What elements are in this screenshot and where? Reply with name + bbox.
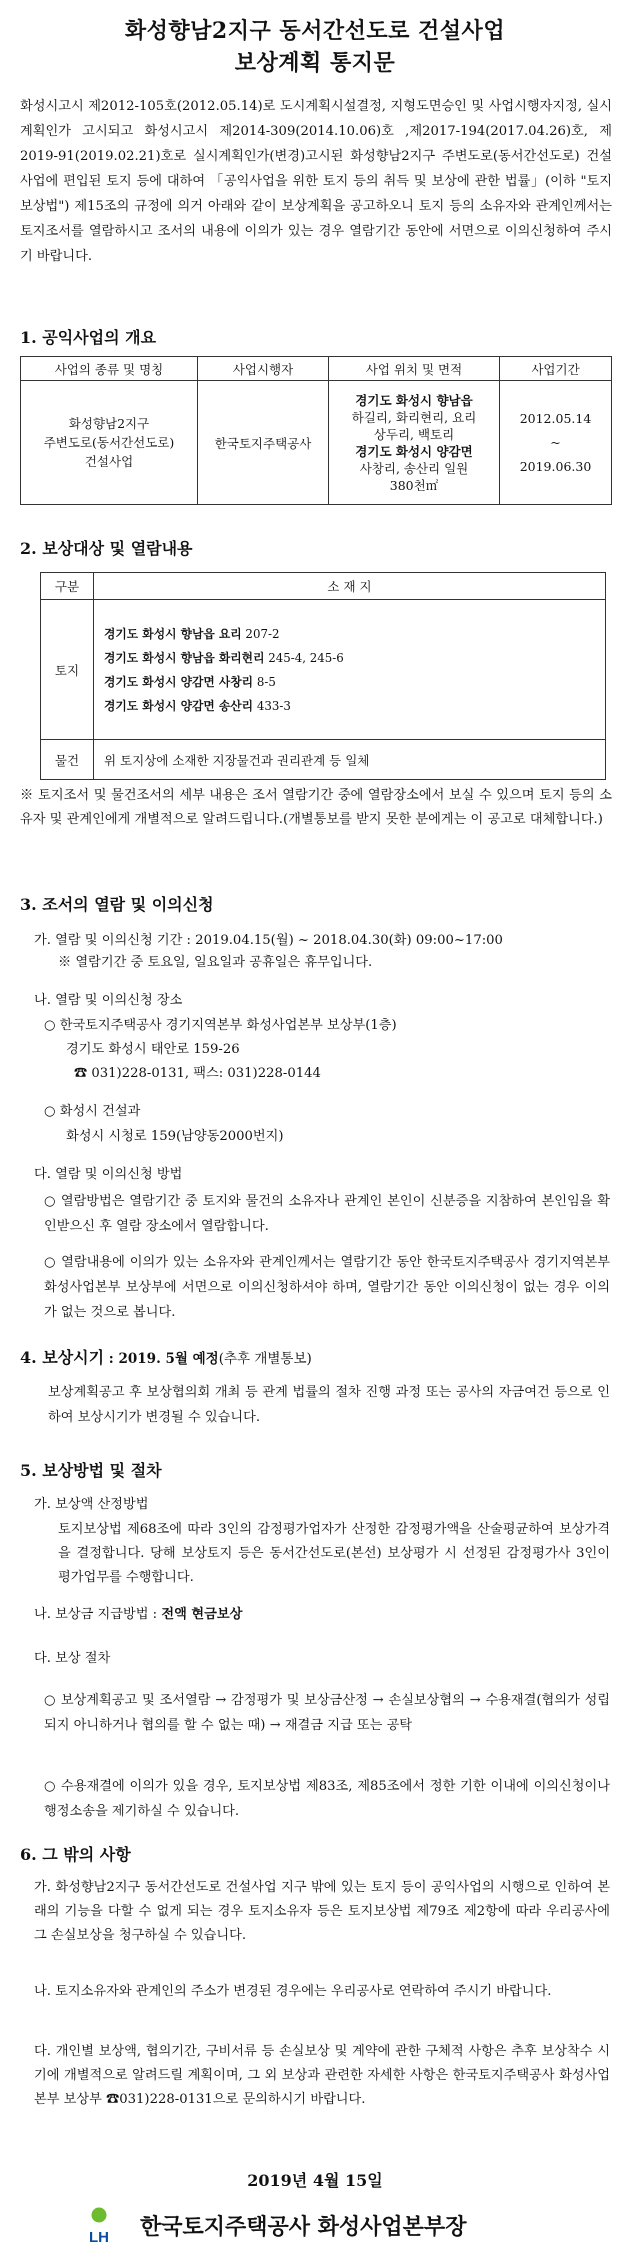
cell-location <box>329 381 500 505</box>
section-2-heading: 2. 보상대상 및 열람내용 <box>20 539 193 558</box>
header-period: 사업기간 <box>500 357 612 381</box>
location-1-detail: 상두리, 백토리 <box>373 426 455 442</box>
section-5-heading: 5. 보상방법 및 절차 <box>20 1461 162 1480</box>
project-name-line: 주변도로(동서간선도로) <box>43 435 175 450</box>
header-project-name: 사업의 종류 및 명칭 <box>21 357 198 381</box>
issuer-name: 한국토지주택공사 화성사업본부장 <box>140 2214 467 2240</box>
header-type: 구분 <box>41 573 94 600</box>
location-1-detail: 하길리, 화리현리, 요리 <box>351 409 477 425</box>
land-item-address: 경기도 화성시 양감면 사창리 <box>104 674 254 689</box>
place-lh: ○ 한국토지주택공사 경기지역본부 화성사업본부 보상부(1층) <box>44 1018 397 1033</box>
header-operator: 사업시행자 <box>198 357 329 381</box>
project-name-line: 화성향남2지구 <box>68 416 150 431</box>
period-separator: ~ <box>550 434 561 450</box>
project-area: 380천㎡ <box>389 477 439 493</box>
project-name-line: 건설사업 <box>84 454 134 469</box>
payment-method <box>34 1604 242 1626</box>
inspection-holiday-note: ※ 열람기간 중 토요일, 일요일과 공휴일은 휴무입니다. <box>58 955 373 970</box>
land-item-address: 경기도 화성시 향남읍 화리현리 <box>104 650 265 665</box>
section-3-heading: 3. 조서의 열람 및 이의신청 <box>20 895 214 914</box>
section-4-body: 보상계획공고 후 보상협의회 개최 등 관계 법률의 절차 진행 과정 또는 공사의 자금여건 등으로 인하여 보상시기가 변경될 수 있습니다. <box>48 1385 610 1425</box>
calc-method-heading: 가. 보상액 산정방법 <box>34 1497 149 1512</box>
inspection-period: 가. 열람 및 이의신청 기간 : 2019.04.15(월) ~ 2018.04.30(화) 09:00~17:00 <box>34 933 503 948</box>
intro-paragraph: 화성시고시 제2012-105호(2012.05.14)로 도시계획시설결정, 지형도면승인 및 사업시행자지정, 실시계획인가 고시되고 화성시고시 제2014-309(2014.10.06)호 ,제2017-194(2017.04.26)호, 제2019-91(2019.02.21)호로 실시계획인가(변경)고시된 화성향남2지구 주변도로(동서간선도로) 건설사업에 편입된 토지 등에 대하여 「공익사업을 위한 토지 등의 취득 및 보상에 관한 법률」(이하 "토지보상법") 제15조의 규정에 의거 아래와 같이 보상계획을 공고하오니 토지 등의 소유자와 관계인께서는 토지조서를 열람하시고 조서의 내용에 이의가 있는 경우 열람기간 동안에 서면으로 이의신청하여 주시기 바랍니다. <box>20 99 612 264</box>
procedure-2: ○ 수용재결에 이의가 있을 경우, 토지보상법 제83조, 제85조에서 정한 기한 이내에 이의신청이나 행정소송을 제기하실 수 있습니다. <box>44 1779 610 1819</box>
procedure-1: ○ 보상계획공고 및 조서열람 → 감정평가 및 보상금산정 → 손실보상협의 → 수용재결(협의가 성립되지 아니하거나 협의를 할 수 없는 때) → 재결금 지급 또는 공탁 <box>44 1693 610 1733</box>
period-start: 2012.05.14 <box>519 410 592 426</box>
compensation-target-table <box>40 572 606 780</box>
lh-logo <box>78 2206 120 2246</box>
section-1-heading: 1. 공익사업의 개요 <box>20 328 157 347</box>
land-item-lot: 433-3 <box>253 698 291 713</box>
cell-project-name <box>21 381 198 505</box>
period-end: 2019.06.30 <box>519 458 592 474</box>
header-location: 소 재 지 <box>94 573 606 600</box>
goods-description: 위 토지상에 소재한 지장물건과 권리관계 등 일체 <box>94 740 606 780</box>
place-city-address: 화성시 시청로 159(남양동2000번지) <box>66 1129 284 1144</box>
land-item-lot: 207-2 <box>241 626 280 641</box>
method-1: ○ 열람방법은 열람기간 중 토지와 물건의 소유자나 관계인 본인이 신분증을 지참하여 본인임을 확인받으신 후 열람 장소에서 열람합니다. <box>44 1194 610 1234</box>
land-item <box>104 622 605 646</box>
place-lh-address: 경기도 화성시 태안로 159-26 <box>66 1042 240 1057</box>
notice-date: 2019년 4월 15일 <box>247 2171 383 2190</box>
section-4-note: (추후 개별통보) <box>218 1351 312 1367</box>
location-2-detail: 사창리, 송산리 일원 <box>359 460 469 476</box>
land-item <box>104 670 605 694</box>
project-overview-table <box>20 356 612 505</box>
section-4-detail: : 2019. 5월 예정 <box>104 1351 219 1367</box>
place-city: ○ 화성시 건설과 <box>44 1104 141 1119</box>
cell-operator: 한국토지주택공사 <box>198 381 329 505</box>
other-item-na: 나. 토지소유자와 관계인의 주소가 변경된 경우에는 우리공사로 연락하여 주시기 바랍니다. <box>34 1984 552 1999</box>
doc-title-line1: 화성향남2지구 동서간선도로 건설사업 <box>124 18 506 44</box>
cell-period <box>500 381 612 505</box>
inspection-place-heading: 나. 열람 및 이의신청 장소 <box>34 993 183 1008</box>
land-item <box>104 646 605 670</box>
land-item-lot: 8-5 <box>253 674 276 689</box>
other-item-ga: 가. 화성향남2지구 동서간선도로 건설사업 지구 밖에 있는 토지 등이 공익사업의 시행으로 인하여 본래의 기능을 다할 수 없게 되는 경우 토지소유자 등은 토지보상법 제79조 제2항에 따라 우리공사에 그 손실보상을 청구하실 수 있습니다. <box>34 1880 610 1943</box>
land-item-lot: 245-4, 245-6 <box>264 650 344 665</box>
land-label: 토지 <box>41 600 94 740</box>
procedure-heading: 다. 보상 절차 <box>34 1651 111 1666</box>
doc-title-line2: 보상계획 통지문 <box>234 50 396 76</box>
land-item <box>104 694 605 718</box>
other-item-da: 다. 개인별 보상액, 협의기간, 구비서류 등 손실보상 및 계약에 관한 구체적 사항은 추후 보상착수 시기에 개별적으로 알려드릴 계획이며, 그 외 보상과 관련한 자세한 사항은 한국토지주택공사 화성사업본부 보상부 ☎031)228-0131으로 문의하시기 바랍니다. <box>34 2044 610 2107</box>
location-2-title: 경기도 화성시 양감면 <box>355 443 473 459</box>
goods-label: 물건 <box>41 740 94 780</box>
logo-green-dot <box>92 2208 107 2223</box>
land-list <box>94 600 606 740</box>
calc-method-body: 토지보상법 제68조에 따라 3인의 감정평가업자가 산정한 감정평가액을 산술평균하여 보상가격을 결정합니다. 당해 보상토지 등은 동서간선도로(본선) 보상평가 시 선정된 감정평가사 3인이 평가업무를 수행합니다. <box>58 1522 610 1585</box>
land-item-address: 경기도 화성시 양감면 송산리 <box>104 698 254 713</box>
header-location: 사업 위치 및 면적 <box>329 357 500 381</box>
land-item-address: 경기도 화성시 향남읍 요리 <box>104 626 242 641</box>
section-6-heading: 6. 그 밖의 사항 <box>20 1845 131 1864</box>
payment-method-value: 전액 현금보상 <box>161 1607 243 1622</box>
inspection-method-heading: 다. 열람 및 이의신청 방법 <box>34 1167 183 1182</box>
logo-text: LH <box>89 2229 109 2246</box>
section-4-heading <box>20 1345 312 1368</box>
place-lh-contact: ☎ 031)228-0131, 팩스: 031)228-0144 <box>74 1066 321 1081</box>
location-1-title: 경기도 화성시 향남읍 <box>355 392 473 408</box>
section-4-title: 4. 보상시기 <box>20 1348 105 1367</box>
section-2-note: ※ 토지조서 및 물건조서의 세부 내용은 조서 열람기간 중에 열람장소에서 보실 수 있으며 토지 등의 소유자 및 관계인에게 개별적으로 알려드립니다.(개별통보를 받지 못한 분에게는 이 공고로 대체합니다.) <box>20 788 612 827</box>
method-2: ○ 열람내용에 이의가 있는 소유자와 관계인께서는 열람기간 동안 한국토지주택공사 경기지역본부 화성사업본부 보상부에 서면으로 이의신청하셔야 하며, 열람기간 동안 이의신청이 없는 경우 이의가 없는 것으로 봅니다. <box>44 1255 610 1320</box>
payment-method-label: 나. 보상금 지급방법 : <box>34 1607 162 1622</box>
